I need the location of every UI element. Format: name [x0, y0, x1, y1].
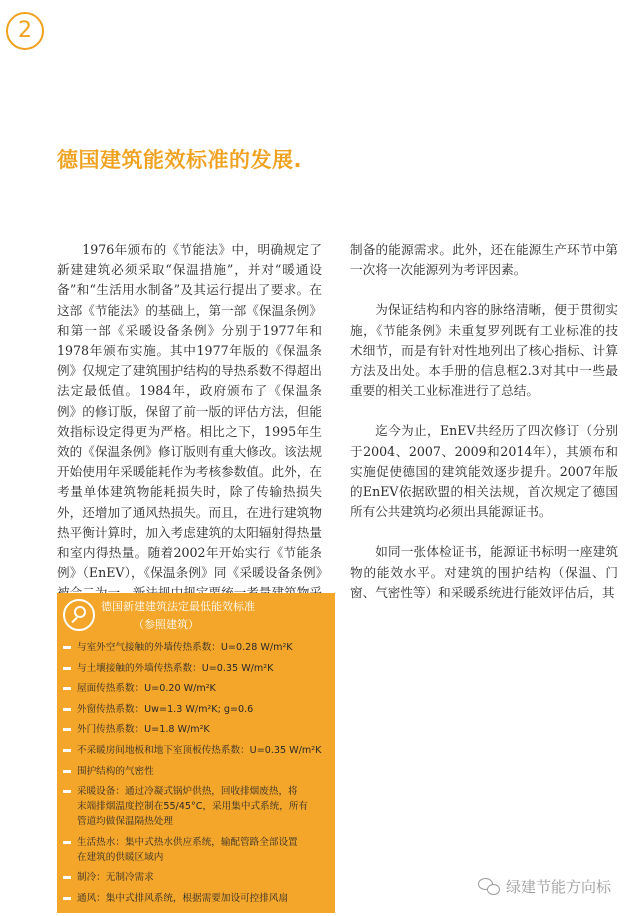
bullet-icon: [63, 667, 71, 670]
bullet-icon: [63, 770, 71, 773]
wechat-icon: [478, 877, 502, 897]
bullet-icon: [63, 897, 71, 900]
watermark-text: 绿建节能方向标: [506, 878, 612, 896]
bullet-icon: [63, 728, 71, 731]
right-paragraph-4: 如同一张体检证书，能源证书标明一座建筑物的能效水平。对建筑的围护结构（保温、门窗、气密性等）和采暖系统进行能效评估后，其: [350, 544, 618, 600]
info-box-list: [63, 640, 331, 912]
list-item: 采暖设备：通过冷凝式锅炉供热，回收排烟废热，将 末端排烟温度控制在55/45°C，采用集中式系统，所有 管道均做保温隔热处理: [63, 784, 331, 829]
magnifier-icon: [63, 599, 95, 631]
bullet-icon: [63, 841, 71, 844]
bullet-icon: [63, 646, 71, 649]
list-item: 不采暖房间地板和地下室顶板传热系数：U=0.35 W/m²K: [63, 743, 331, 758]
list-item: 制冷：无制冷需求: [63, 870, 331, 885]
list-item: 通风：集中式排风系统，根据需要加设可控排风扇: [63, 891, 331, 906]
watermark: [478, 876, 611, 897]
list-item: 外窗传热系数：Uw=1.3 W/m²K; g=0.6: [63, 702, 331, 717]
page-number-badge: 2: [6, 12, 44, 50]
bullet-icon: [63, 687, 71, 690]
list-item: 屋面传热系数：U=0.20 W/m²K: [63, 681, 331, 696]
section-heading: 德国建筑能效标准的发展.: [57, 148, 302, 172]
right-paragraph-1: 制备的能源需求。此外，还在能源生产环节中第一次将一次能源列为考评因素。: [350, 242, 618, 278]
left-column: [57, 240, 322, 581]
left-paragraph: 1976年颁布的《节能法》中，明确规定了新建建筑必须采取“保温措施”，并对“暖通设备”和“生活用水制备”及其运行提出了要求。在这部《节能法》的基础上，第一部《保温条例》和第一部《采暖设备条例》分别于1977年和1978年颁布实施。其中1977年版的《保温条例》仅规定了建筑围护结构的导热系数不得超出法定最低值。1984年，政府颁布了《保温条例》的修订版，保留了前一版的评估方法，但能效指标设定得更为严格。相比之下，1995年生效的《保温条例》修订版则有重大修改。该法规开始使用年采暖能耗作为考核参数值。此外，在考量单体建筑物能耗损失时，除了传输热损失外，还增加了通风热损失。而且，在进行建筑物热平衡计算时，加入考虑建筑的太阳辐射得热量和室内得热量。随着2002年开始实行《节能条例》（EnEV），《保温条例》同《采暖设备条例》: [57, 242, 322, 581]
bullet-icon: [63, 876, 71, 879]
info-box: [57, 593, 335, 913]
right-column: [350, 240, 618, 623]
list-item: 与土壤接触的外墙传热系数：U=0.35 W/m²K: [63, 661, 331, 676]
info-box-subtitle: （参照建筑）: [133, 618, 199, 631]
right-paragraph-2: 为保证结构和内容的脉络清晰，便于贯彻实施，《节能条例》未重复罗列既有工业标准的技术细节，而是有针对性地列出了核心指标、计算方法及出处。本手册的信息框2.3对其中一些最重要的相关工业标准进行了总结。: [350, 302, 618, 399]
list-item: 生活热水：集中式热水供应系统，输配管路全部设置 在建筑的供暖区域内: [63, 835, 331, 865]
bullet-icon: [63, 790, 71, 793]
bullet-icon: [63, 749, 71, 752]
list-item: 外门传热系数：U=1.8 W/m²K: [63, 722, 331, 737]
right-paragraph-3: 迄今为止，EnEV共经历了四次修订（分别于2004、2007、2009和2014年），其颁布和实施促使德国的建筑能效逐步提升。2007年版的EnEV依据欧盟的相关法规，首次规定了德国所有公共建筑均必须出具能源证书。: [350, 423, 618, 520]
list-item: 与室外空气接触的外墙传热系数：U=0.28 W/m²K: [63, 640, 331, 655]
list-item: 围护结构的气密性: [63, 764, 331, 779]
bullet-icon: [63, 708, 71, 711]
info-box-title: 德国新建建筑法定最低能效标准: [101, 600, 255, 613]
